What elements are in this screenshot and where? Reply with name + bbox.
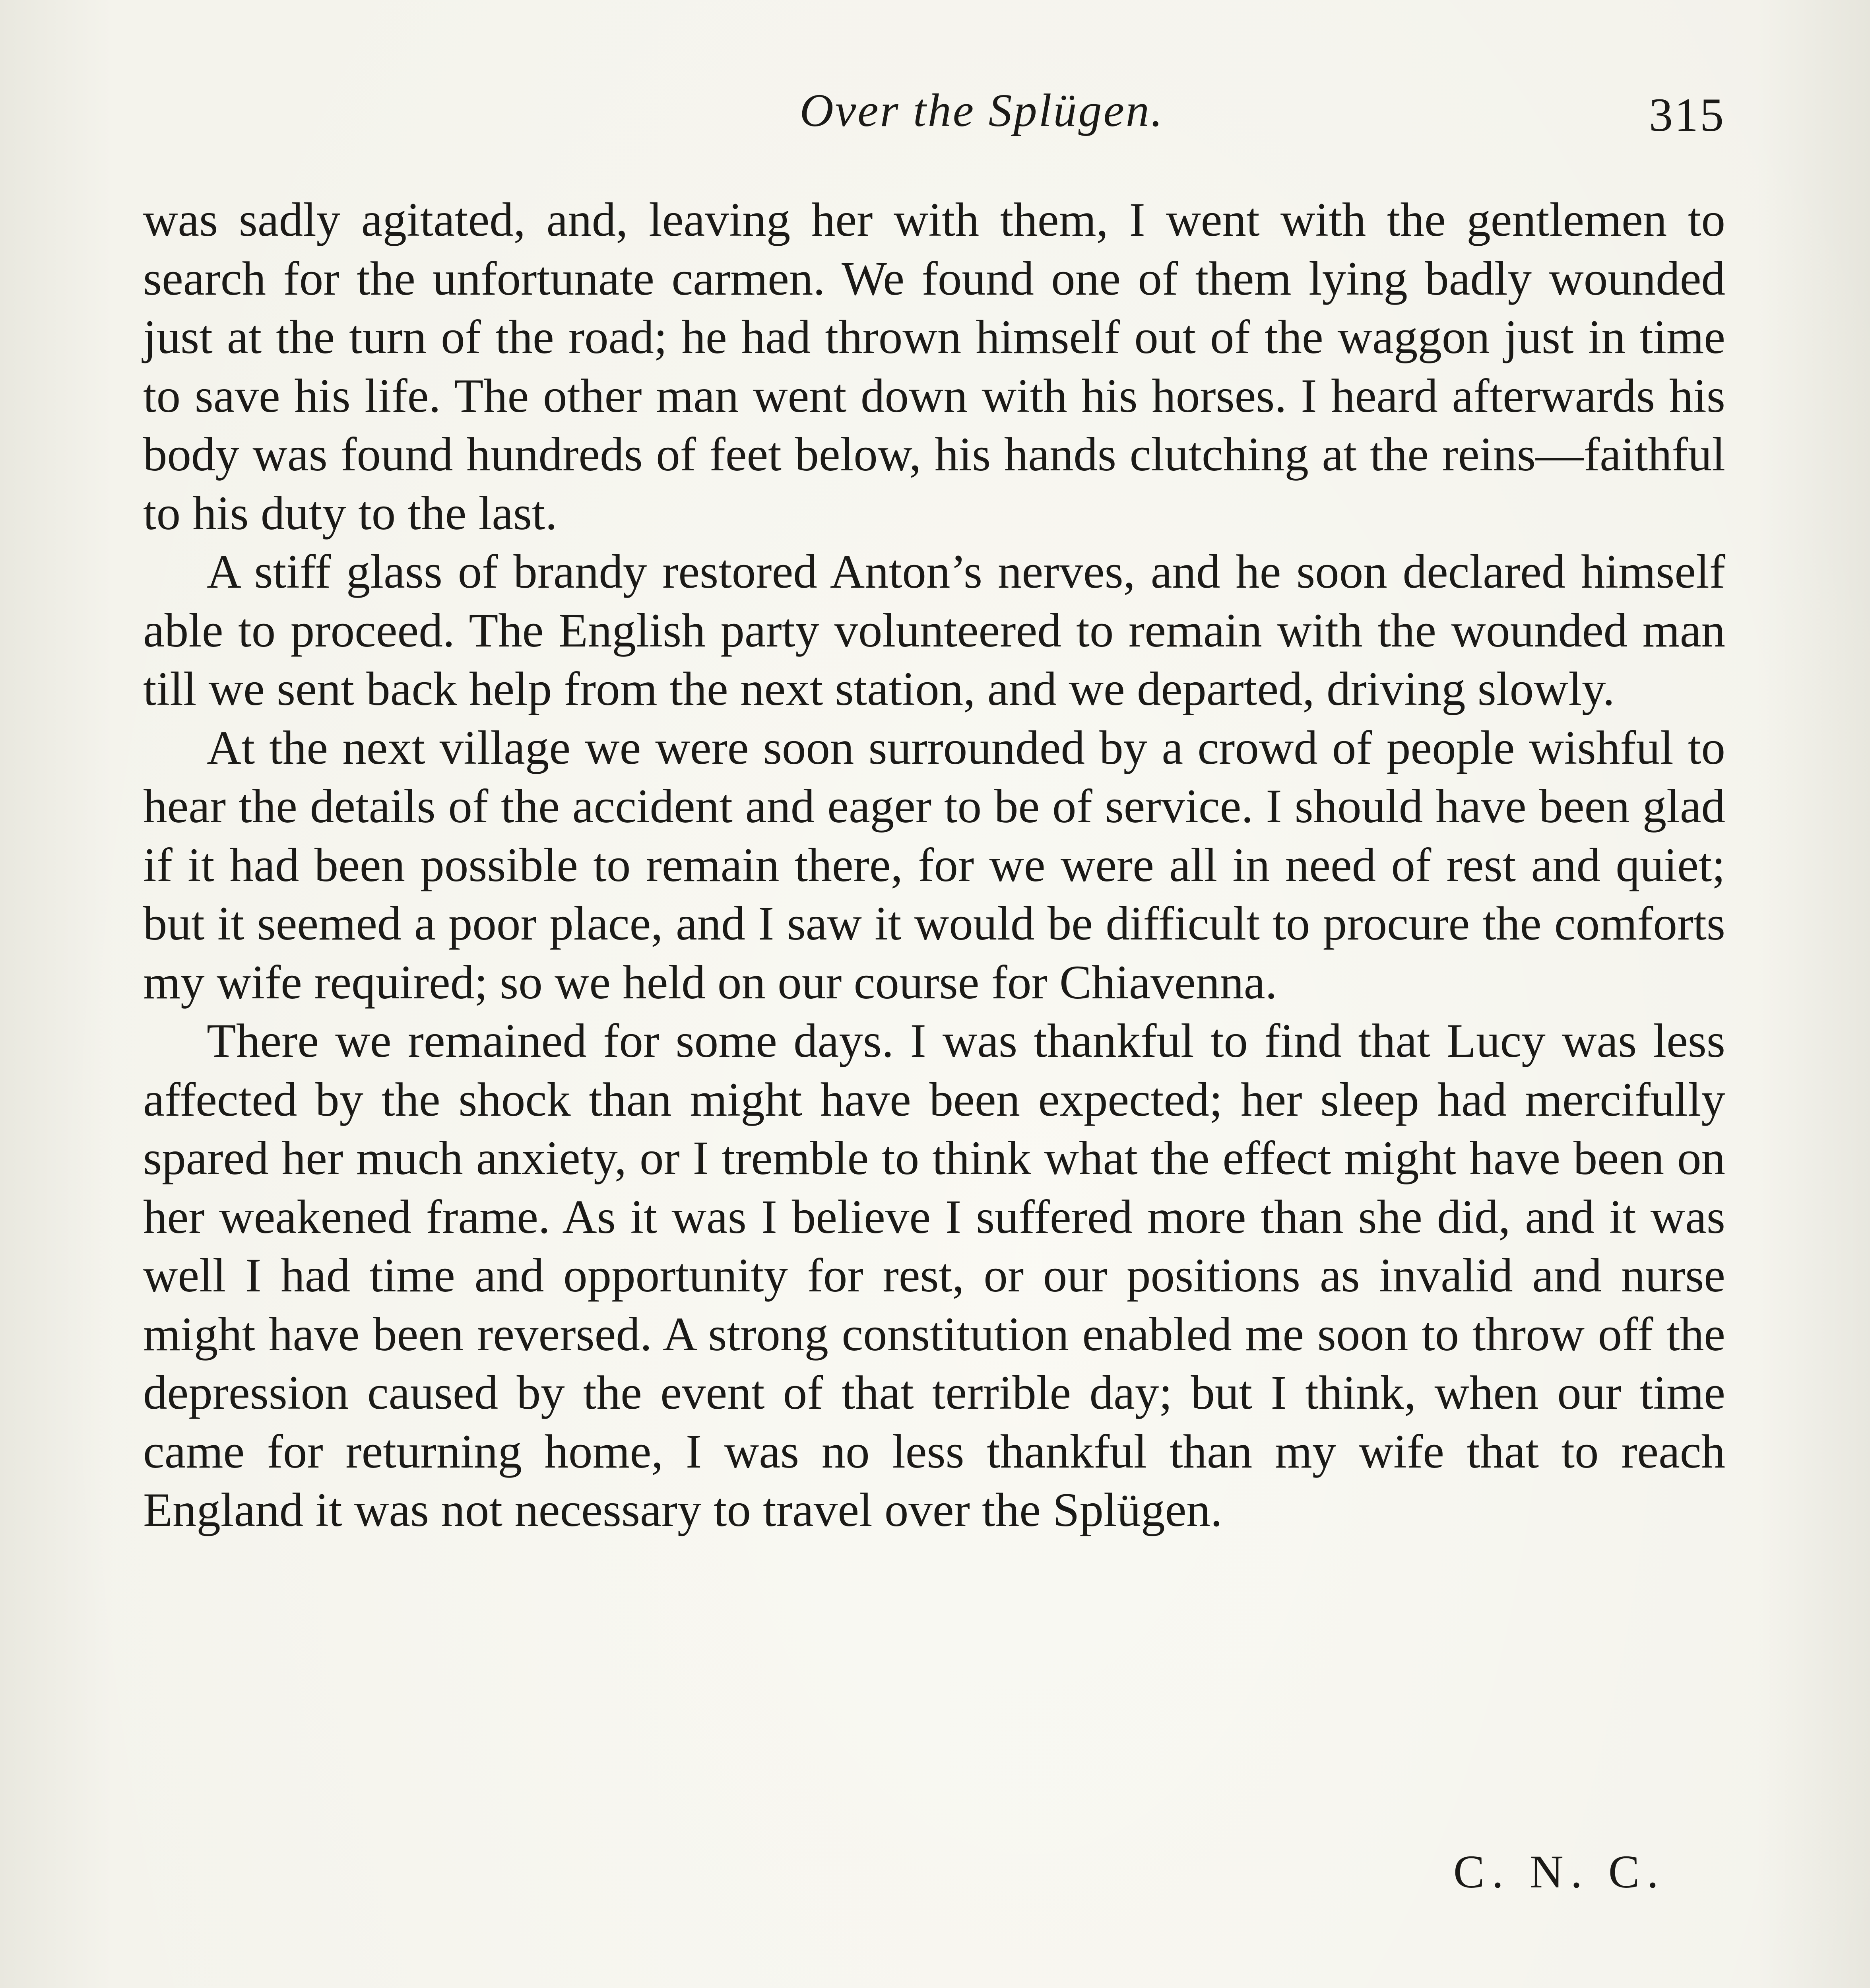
paragraph: A stiff glass of brandy restored Anton’s nerves, and he soon declared himself able to proceed. The English party volunteered to remain with the wounded man till we sent back help from the next station, and we departed, driving slowly.	[143, 545, 1725, 716]
running-title: Over the Splügen.	[799, 84, 1164, 136]
paragraph: was sadly agitated, and, leaving her with them, I went with the gentlemen to search for the unfortunate carmen. We found one of them lying badly wounded just at the turn of the road; he had thrown himself out of the waggon just in time to save his life. The other man went down with his horses. I heard afterwards his body was found hundreds of feet below, his hands clutching at the reins—faithful to his duty to the last.	[143, 193, 1725, 540]
author-signature: C. N. C.	[1453, 1846, 1666, 1898]
paragraph: There we remained for some days. I was thankful to find that Lucy was less affected by the shock than might have been expected; her sleep had mercifully spared her much anxiety, or I tremble to think what the effect might have been on her weakened frame. As it was I believe I suffered more than she did, and it was well I had time and opportunity for rest, or our positions as invalid and nurse might have been reversed. A strong constitution enabled me soon to throw off the depression caused by the event of that terrible day; but I think, when our time came for returning home, I was no less thankful than my wife that to reach England it was not necessary to travel over the Splügen.	[143, 1014, 1725, 1537]
running-header	[143, 83, 1725, 163]
page-number: 315	[1649, 88, 1725, 141]
body-text	[143, 191, 1725, 1540]
paragraph: At the next village we were soon surrounded by a crowd of people wishful to hear the details of the accident and eager to be of service. I should have been glad if it had been possible to remain there, for we were all in need of rest and quiet; but it seemed a poor place, and I saw it would be difficult to procure the comforts my wife required; so we held on our course for Chiavenna.	[143, 721, 1725, 1009]
